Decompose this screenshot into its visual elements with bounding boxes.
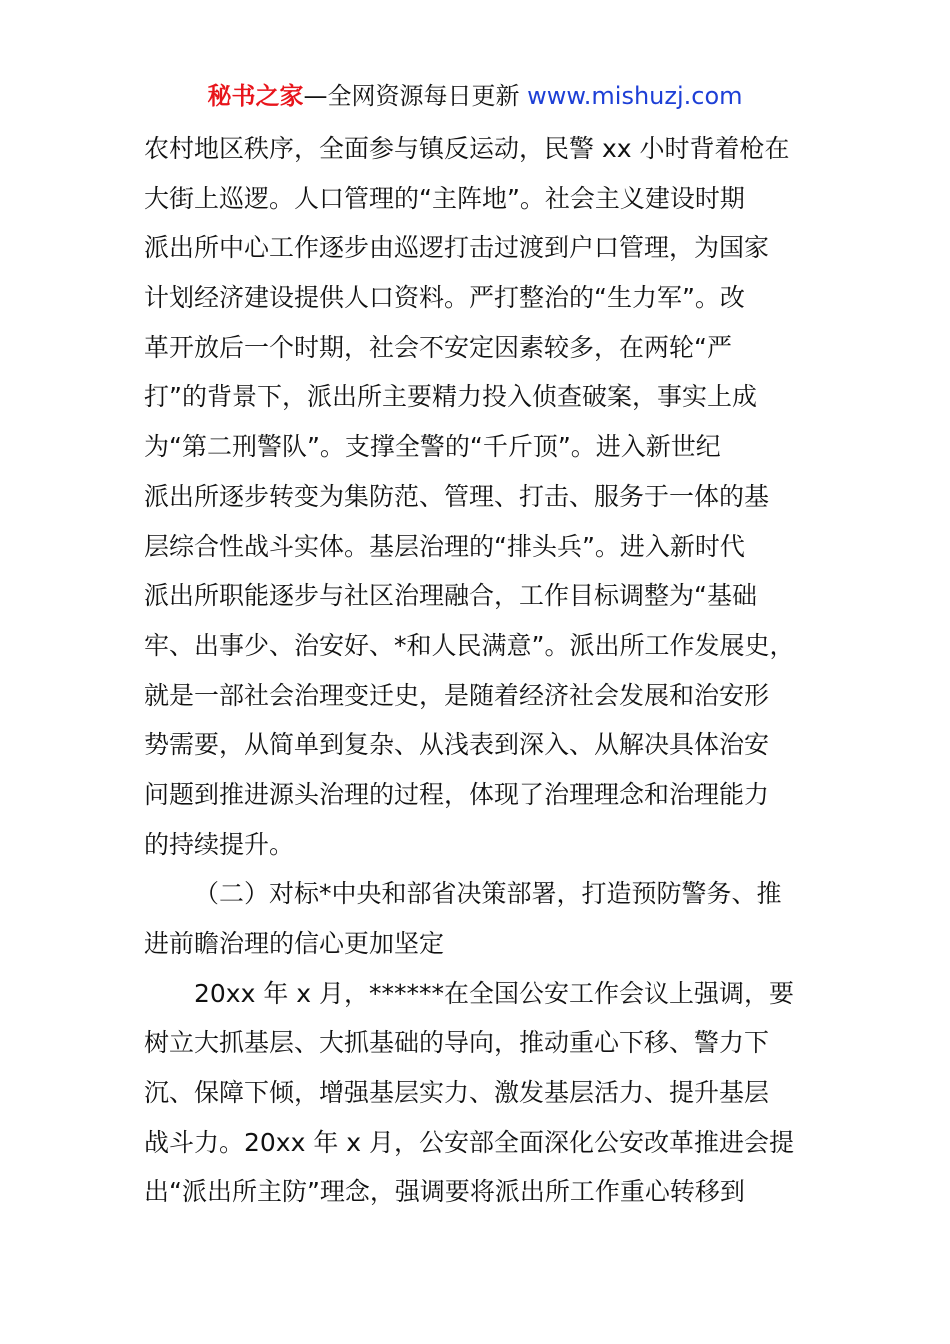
text-line: 势需要，从简单到复杂、从浅表到深入、从解决具体治安	[144, 730, 770, 760]
text-line: 层综合性战斗实体。基层治理的“排头兵”。进入新时代	[144, 531, 745, 561]
text-line: 派出所逐步转变为集防范、管理、打击、服务于一体的基	[144, 481, 770, 511]
text-line: 出“派出所主防”理念，强调要将派出所工作重心转移到	[144, 1177, 745, 1207]
section-heading-line: 进前瞻治理的信心更加坚定	[144, 929, 445, 958]
text-line: 革开放后一个时期，社会不安定因素较多，在两轮“严	[144, 332, 732, 362]
site-header	[0, 80, 950, 112]
text-line: 计划经济建设提供人口资料。严打整治的“生力军”。改	[144, 283, 745, 313]
site-tagline: —全网资源每日更新	[303, 82, 520, 110]
text-line: 的持续提升。	[144, 829, 295, 859]
text-line: 打”的背景下，派出所主要精力投入侦查破案，事实上成	[144, 382, 757, 412]
text-line: 树立大抓基层、大抓基础的导向，推动重心下移、警力下	[144, 1028, 770, 1058]
text-line: 派出所中心工作逐步由巡逻打击过渡到户口管理，为国家	[144, 233, 770, 263]
site-brand: 秘书之家	[207, 82, 304, 110]
text-line: 战斗力。20xx 年 x 月，公安部全面深化公安改革推进会提	[144, 1127, 795, 1157]
text-line: 农村地区秩序，全面参与镇反运动，民警 xx 小时背着枪在	[144, 134, 790, 163]
text-line: 派出所职能逐步与社区治理融合，工作目标调整为“基础	[144, 581, 757, 611]
text-line: 大街上巡逻。人口管理的“主阵地”。社会主义建设时期	[144, 183, 745, 213]
section-heading-line: （二）对标*中央和部省决策部署，打造预防警务、推	[194, 879, 782, 909]
text-line: 就是一部社会治理变迁史，是随着经济社会发展和治安形	[144, 680, 770, 710]
text-line: 问题到推进源头治理的过程，体现了治理理念和治理能力	[144, 779, 770, 809]
text-line: 为“第二刑警队”。支撑全警的“千斤顶”。进入新世纪	[144, 432, 721, 462]
site-url-link[interactable]: www.mishuzj.com	[527, 82, 743, 110]
text-line: 沉、保障下倾，增强基层实力、激发基层活力、提升基层	[144, 1078, 770, 1108]
text-line: 牢、出事少、治安好、*和人民满意”。派出所工作发展史，	[144, 630, 795, 660]
document-body	[144, 124, 834, 1217]
text-line: 20xx 年 x 月，******在全国公安工作会议上强调，要	[194, 978, 795, 1008]
